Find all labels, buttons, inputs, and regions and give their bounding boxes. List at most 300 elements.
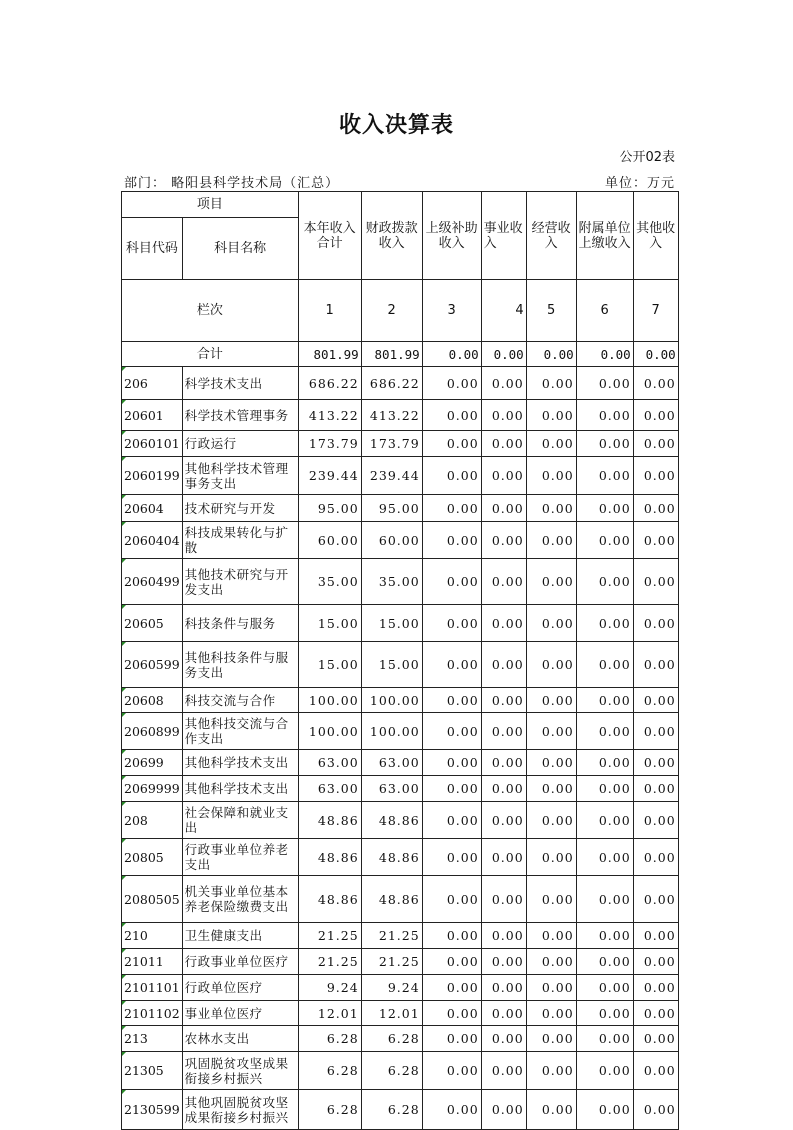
cell-flag-icon [122, 367, 126, 371]
amount-cell: 0.00 [422, 400, 481, 431]
lanci-label: 栏次 [122, 280, 299, 342]
amount-cell: 0.00 [526, 1001, 576, 1026]
subject-name: 机关事业单位基本养老保险缴费支出 [182, 876, 298, 923]
total-value: 801.99 [298, 342, 361, 367]
subject-code [122, 750, 183, 776]
table-row [122, 713, 679, 750]
subject-code [122, 802, 183, 839]
amount-cell: 0.00 [576, 949, 633, 975]
subject-code [122, 522, 183, 559]
table-row [122, 559, 679, 605]
total-label: 合计 [122, 342, 299, 367]
cell-flag-icon [122, 839, 126, 843]
col-header-3: 上级补助收入 [422, 192, 481, 280]
table-row [122, 1090, 679, 1130]
subject-name: 卫生健康支出 [182, 923, 298, 949]
unit-label: 单位：万元 [604, 176, 675, 191]
subject-code-text: 213 [124, 1031, 148, 1046]
amount-cell: 0.00 [576, 642, 633, 688]
lanci-row [122, 280, 679, 342]
cell-flag-icon [122, 1090, 126, 1094]
amount-cell: 0.00 [422, 605, 481, 642]
amount-cell: 63.00 [361, 750, 422, 776]
subject-code [122, 457, 183, 495]
cell-flag-icon [122, 802, 126, 806]
amount-cell: 60.00 [361, 522, 422, 559]
cell-flag-icon [122, 522, 126, 526]
amount-cell: 6.28 [361, 1052, 422, 1090]
subject-name: 其他科学技术支出 [182, 776, 298, 802]
lanci-4: 4 [481, 280, 526, 342]
amount-cell: 0.00 [481, 876, 526, 923]
table-row [122, 975, 679, 1001]
amount-cell: 48.86 [361, 802, 422, 839]
lanci-5: 5 [526, 280, 576, 342]
subject-code-text: 20604 [124, 500, 164, 516]
amount-cell: 0.00 [481, 1026, 526, 1052]
subject-name: 社会保障和就业支出 [182, 802, 298, 839]
subject-name: 其他巩固脱贫攻坚成果衔接乡村振兴 [182, 1090, 298, 1130]
amount-cell: 0.00 [633, 876, 678, 923]
subject-code-text: 20608 [124, 692, 164, 708]
lanci-7: 7 [633, 280, 678, 342]
amount-cell: 0.00 [481, 495, 526, 522]
cell-flag-icon [122, 975, 126, 979]
table-row [122, 605, 679, 642]
amount-cell: 0.00 [633, 802, 678, 839]
subject-name: 行政事业单位医疗 [182, 949, 298, 975]
amount-cell: 12.01 [361, 1001, 422, 1026]
amount-cell: 0.00 [481, 1052, 526, 1090]
amount-cell: 0.00 [481, 431, 526, 457]
amount-cell: 0.00 [481, 923, 526, 949]
subject-code [122, 949, 183, 975]
amount-cell: 0.00 [481, 400, 526, 431]
cell-flag-icon [122, 1001, 126, 1005]
amount-cell: 0.00 [526, 975, 576, 1001]
amount-cell: 0.00 [576, 400, 633, 431]
amount-cell: 0.00 [633, 457, 678, 495]
subject-name: 其他科技条件与服务支出 [182, 642, 298, 688]
lanci-2: 2 [361, 280, 422, 342]
table-row [122, 522, 679, 559]
amount-cell: 0.00 [633, 400, 678, 431]
amount-cell: 21.25 [298, 923, 361, 949]
amount-cell: 0.00 [481, 559, 526, 605]
amount-cell: 21.25 [298, 949, 361, 975]
amount-cell: 0.00 [422, 367, 481, 400]
subject-code [122, 923, 183, 949]
col-header-5: 经营收入 [526, 192, 576, 280]
amount-cell: 0.00 [576, 776, 633, 802]
table-row [122, 457, 679, 495]
amount-cell: 15.00 [298, 605, 361, 642]
amount-cell: 6.28 [298, 1026, 361, 1052]
amount-cell: 0.00 [526, 839, 576, 876]
amount-cell: 0.00 [422, 1001, 481, 1026]
subject-code [122, 975, 183, 1001]
amount-cell: 48.86 [298, 802, 361, 839]
subject-code-text: 206 [124, 375, 148, 391]
amount-cell: 35.00 [361, 559, 422, 605]
amount-cell: 0.00 [481, 776, 526, 802]
table-row [122, 400, 679, 431]
amount-cell: 0.00 [633, 1090, 678, 1130]
amount-cell: 48.86 [298, 839, 361, 876]
subject-code-text: 2060199 [124, 468, 180, 483]
table-row [122, 1026, 679, 1052]
cell-flag-icon [122, 605, 126, 609]
subject-name: 行政单位医疗 [182, 975, 298, 1001]
department-label: 部门： 略阳县科学技术局（汇总） [124, 176, 340, 191]
amount-cell: 0.00 [526, 802, 576, 839]
subject-code [122, 876, 183, 923]
subject-code [122, 839, 183, 876]
amount-cell: 0.00 [526, 559, 576, 605]
amount-cell: 0.00 [576, 1026, 633, 1052]
subject-name: 事业单位医疗 [182, 1001, 298, 1026]
amount-cell: 0.00 [422, 876, 481, 923]
amount-cell: 63.00 [298, 776, 361, 802]
subject-code [122, 431, 183, 457]
subject-name: 其他科技交流与合作支出 [182, 713, 298, 750]
amount-cell: 63.00 [298, 750, 361, 776]
subject-code-text: 2069999 [124, 781, 180, 796]
subject-code [122, 1090, 183, 1130]
cell-flag-icon [122, 688, 126, 692]
cell-flag-icon [122, 949, 126, 953]
amount-cell: 0.00 [633, 605, 678, 642]
table-row [122, 367, 679, 400]
amount-cell: 0.00 [422, 431, 481, 457]
amount-cell: 6.28 [298, 1090, 361, 1130]
amount-cell: 0.00 [633, 949, 678, 975]
subject-code-text: 20601 [124, 407, 164, 423]
subject-name: 科技成果转化与扩散 [182, 522, 298, 559]
table-row [122, 802, 679, 839]
table-number: 公开02表 [619, 150, 675, 165]
amount-cell: 0.00 [481, 522, 526, 559]
table-row [122, 688, 679, 713]
cell-flag-icon [122, 457, 126, 461]
amount-cell: 0.00 [526, 495, 576, 522]
table-row [122, 776, 679, 802]
cell-flag-icon [122, 923, 126, 927]
amount-cell: 0.00 [481, 975, 526, 1001]
total-value: 0.00 [481, 342, 526, 367]
subject-code [122, 605, 183, 642]
subject-code-text: 2101102 [124, 1005, 180, 1021]
amount-cell: 0.00 [481, 802, 526, 839]
amount-cell: 0.00 [576, 1001, 633, 1026]
amount-cell: 0.00 [576, 713, 633, 750]
amount-cell: 21.25 [361, 923, 422, 949]
amount-cell: 0.00 [422, 839, 481, 876]
table-row [122, 923, 679, 949]
amount-cell: 100.00 [298, 713, 361, 750]
amount-cell: 9.24 [361, 975, 422, 1001]
subject-name: 科学技术管理事务 [182, 400, 298, 431]
amount-cell: 0.00 [422, 1090, 481, 1130]
subject-code [122, 776, 183, 802]
amount-cell: 0.00 [526, 522, 576, 559]
amount-cell: 0.00 [526, 713, 576, 750]
amount-cell: 0.00 [422, 1052, 481, 1090]
amount-cell: 0.00 [576, 923, 633, 949]
col-header-2: 财政拨款收入 [361, 192, 422, 280]
header-row-1 [122, 192, 679, 218]
amount-cell: 9.24 [298, 975, 361, 1001]
subject-name: 行政事业单位养老支出 [182, 839, 298, 876]
amount-cell: 95.00 [361, 495, 422, 522]
amount-cell: 95.00 [298, 495, 361, 522]
amount-cell: 0.00 [576, 839, 633, 876]
amount-cell: 15.00 [361, 642, 422, 688]
amount-cell: 0.00 [526, 642, 576, 688]
amount-cell: 0.00 [633, 1052, 678, 1090]
col-header-7: 其他收入 [633, 192, 678, 280]
subject-code [122, 642, 183, 688]
amount-cell: 0.00 [422, 923, 481, 949]
subject-name: 其他科学技术支出 [182, 750, 298, 776]
subject-code-text: 2060899 [124, 723, 180, 739]
table-row [122, 1052, 679, 1090]
amount-cell: 0.00 [526, 431, 576, 457]
amount-cell: 0.00 [526, 923, 576, 949]
amount-cell: 0.00 [481, 839, 526, 876]
amount-cell: 0.00 [576, 1052, 633, 1090]
amount-cell: 0.00 [422, 688, 481, 713]
subject-code [122, 559, 183, 605]
amount-cell: 6.28 [298, 1052, 361, 1090]
table-row [122, 839, 679, 876]
amount-cell: 35.00 [298, 559, 361, 605]
amount-cell: 0.00 [481, 713, 526, 750]
subject-name: 巩固脱贫攻坚成果衔接乡村振兴 [182, 1052, 298, 1090]
subject-code-text: 2130599 [124, 1102, 180, 1117]
amount-cell: 0.00 [633, 975, 678, 1001]
amount-cell: 100.00 [298, 688, 361, 713]
subject-name: 科技条件与服务 [182, 605, 298, 642]
amount-cell: 15.00 [361, 605, 422, 642]
amount-cell: 0.00 [481, 457, 526, 495]
amount-cell: 0.00 [526, 750, 576, 776]
amount-cell: 0.00 [526, 367, 576, 400]
amount-cell: 12.01 [298, 1001, 361, 1026]
amount-cell: 48.86 [361, 839, 422, 876]
table-row [122, 876, 679, 923]
name-header: 科目名称 [182, 218, 298, 280]
subject-code-text: 2060599 [124, 657, 180, 672]
cell-flag-icon [122, 400, 126, 404]
cell-flag-icon [122, 642, 126, 646]
subject-code-text: 21011 [124, 954, 164, 969]
amount-cell: 0.00 [633, 1026, 678, 1052]
amount-cell: 63.00 [361, 776, 422, 802]
amount-cell: 0.00 [526, 688, 576, 713]
table-row [122, 431, 679, 457]
amount-cell: 0.00 [422, 559, 481, 605]
amount-cell: 0.00 [422, 522, 481, 559]
amount-cell: 0.00 [576, 559, 633, 605]
subject-code-text: 2080505 [124, 891, 180, 907]
amount-cell: 0.00 [633, 495, 678, 522]
amount-cell: 0.00 [576, 750, 633, 776]
cell-flag-icon [122, 750, 126, 754]
amount-cell: 0.00 [633, 839, 678, 876]
table-row [122, 949, 679, 975]
amount-cell: 0.00 [422, 975, 481, 1001]
amount-cell: 686.22 [361, 367, 422, 400]
amount-cell: 0.00 [633, 1001, 678, 1026]
cell-flag-icon [122, 776, 126, 780]
table-row [122, 750, 679, 776]
total-value: 801.99 [361, 342, 422, 367]
amount-cell: 0.00 [633, 522, 678, 559]
amount-cell: 21.25 [361, 949, 422, 975]
amount-cell: 0.00 [633, 431, 678, 457]
table-row [122, 642, 679, 688]
amount-cell: 0.00 [481, 688, 526, 713]
amount-cell: 173.79 [361, 431, 422, 457]
amount-cell: 100.00 [361, 688, 422, 713]
col-header-4: 事业收入 [481, 192, 526, 280]
subject-name: 科学技术支出 [182, 367, 298, 400]
amount-cell: 0.00 [526, 400, 576, 431]
subject-name: 行政运行 [182, 431, 298, 457]
amount-cell: 0.00 [481, 605, 526, 642]
cell-flag-icon [122, 431, 126, 435]
amount-cell: 0.00 [526, 876, 576, 923]
amount-cell: 0.00 [576, 802, 633, 839]
subject-code [122, 713, 183, 750]
subject-name: 农林水支出 [182, 1026, 298, 1052]
amount-cell: 48.86 [361, 876, 422, 923]
amount-cell: 0.00 [526, 1090, 576, 1130]
subject-code [122, 688, 183, 713]
amount-cell: 0.00 [576, 605, 633, 642]
amount-cell: 0.00 [481, 367, 526, 400]
amount-cell: 0.00 [576, 522, 633, 559]
amount-cell: 60.00 [298, 522, 361, 559]
cell-flag-icon [122, 1052, 126, 1056]
total-value: 0.00 [633, 342, 678, 367]
total-row [122, 342, 679, 367]
amount-cell: 0.00 [526, 949, 576, 975]
subject-name: 科技交流与合作 [182, 688, 298, 713]
amount-cell: 0.00 [422, 776, 481, 802]
total-value: 0.00 [576, 342, 633, 367]
amount-cell: 413.22 [298, 400, 361, 431]
amount-cell: 0.00 [633, 642, 678, 688]
col-header-1: 本年收入合计 [298, 192, 361, 280]
income-final-account-table [121, 191, 679, 1130]
subject-code-text: 20805 [124, 849, 164, 865]
subject-code-text: 208 [124, 812, 148, 828]
amount-cell: 0.00 [526, 457, 576, 495]
subject-name: 其他技术研究与开发支出 [182, 559, 298, 605]
amount-cell: 0.00 [576, 457, 633, 495]
subject-code-text: 2060404 [124, 532, 180, 548]
amount-cell: 0.00 [422, 802, 481, 839]
subject-code-text: 21305 [124, 1063, 164, 1078]
amount-cell: 0.00 [526, 1052, 576, 1090]
amount-cell: 0.00 [576, 367, 633, 400]
amount-cell: 0.00 [422, 457, 481, 495]
amount-cell: 0.00 [481, 642, 526, 688]
subject-code [122, 400, 183, 431]
cell-flag-icon [122, 876, 126, 880]
amount-cell: 0.00 [576, 688, 633, 713]
amount-cell: 686.22 [298, 367, 361, 400]
amount-cell: 0.00 [576, 495, 633, 522]
amount-cell: 0.00 [633, 923, 678, 949]
amount-cell: 0.00 [422, 1026, 481, 1052]
amount-cell: 0.00 [526, 605, 576, 642]
subject-code-text: 2060499 [124, 574, 180, 589]
amount-cell: 100.00 [361, 713, 422, 750]
subject-code-text: 2060101 [124, 436, 180, 451]
amount-cell: 239.44 [298, 457, 361, 495]
amount-cell: 0.00 [481, 750, 526, 776]
amount-cell: 15.00 [298, 642, 361, 688]
lanci-6: 6 [576, 280, 633, 342]
cell-flag-icon [122, 1026, 126, 1030]
subject-code [122, 1052, 183, 1090]
amount-cell: 239.44 [361, 457, 422, 495]
amount-cell: 0.00 [633, 750, 678, 776]
subject-name: 技术研究与开发 [182, 495, 298, 522]
item-header: 项目 [122, 192, 299, 218]
amount-cell: 0.00 [481, 1090, 526, 1130]
amount-cell: 0.00 [633, 688, 678, 713]
cell-flag-icon [122, 495, 126, 499]
amount-cell: 0.00 [422, 642, 481, 688]
lanci-3: 3 [422, 280, 481, 342]
amount-cell: 413.22 [361, 400, 422, 431]
amount-cell: 0.00 [576, 975, 633, 1001]
subject-code [122, 367, 183, 400]
amount-cell: 0.00 [526, 776, 576, 802]
subject-code [122, 495, 183, 522]
amount-cell: 0.00 [633, 559, 678, 605]
subject-code [122, 1026, 183, 1052]
amount-cell: 6.28 [361, 1026, 422, 1052]
lanci-1: 1 [298, 280, 361, 342]
amount-cell: 0.00 [422, 713, 481, 750]
amount-cell: 0.00 [576, 876, 633, 923]
amount-cell: 0.00 [526, 1026, 576, 1052]
total-value: 0.00 [526, 342, 576, 367]
amount-cell: 0.00 [633, 776, 678, 802]
amount-cell: 0.00 [576, 431, 633, 457]
amount-cell: 0.00 [422, 495, 481, 522]
subject-code-text: 2101101 [124, 980, 180, 995]
amount-cell: 48.86 [298, 876, 361, 923]
cell-flag-icon [122, 559, 126, 563]
subject-name: 其他科学技术管理事务支出 [182, 457, 298, 495]
amount-cell: 173.79 [298, 431, 361, 457]
amount-cell: 0.00 [422, 949, 481, 975]
amount-cell: 6.28 [361, 1090, 422, 1130]
page-title: 收入决算表 [338, 113, 454, 138]
subject-code-text: 210 [124, 928, 148, 943]
subject-code [122, 1001, 183, 1026]
total-value: 0.00 [422, 342, 481, 367]
amount-cell: 0.00 [422, 750, 481, 776]
amount-cell: 0.00 [481, 1001, 526, 1026]
amount-cell: 0.00 [633, 367, 678, 400]
